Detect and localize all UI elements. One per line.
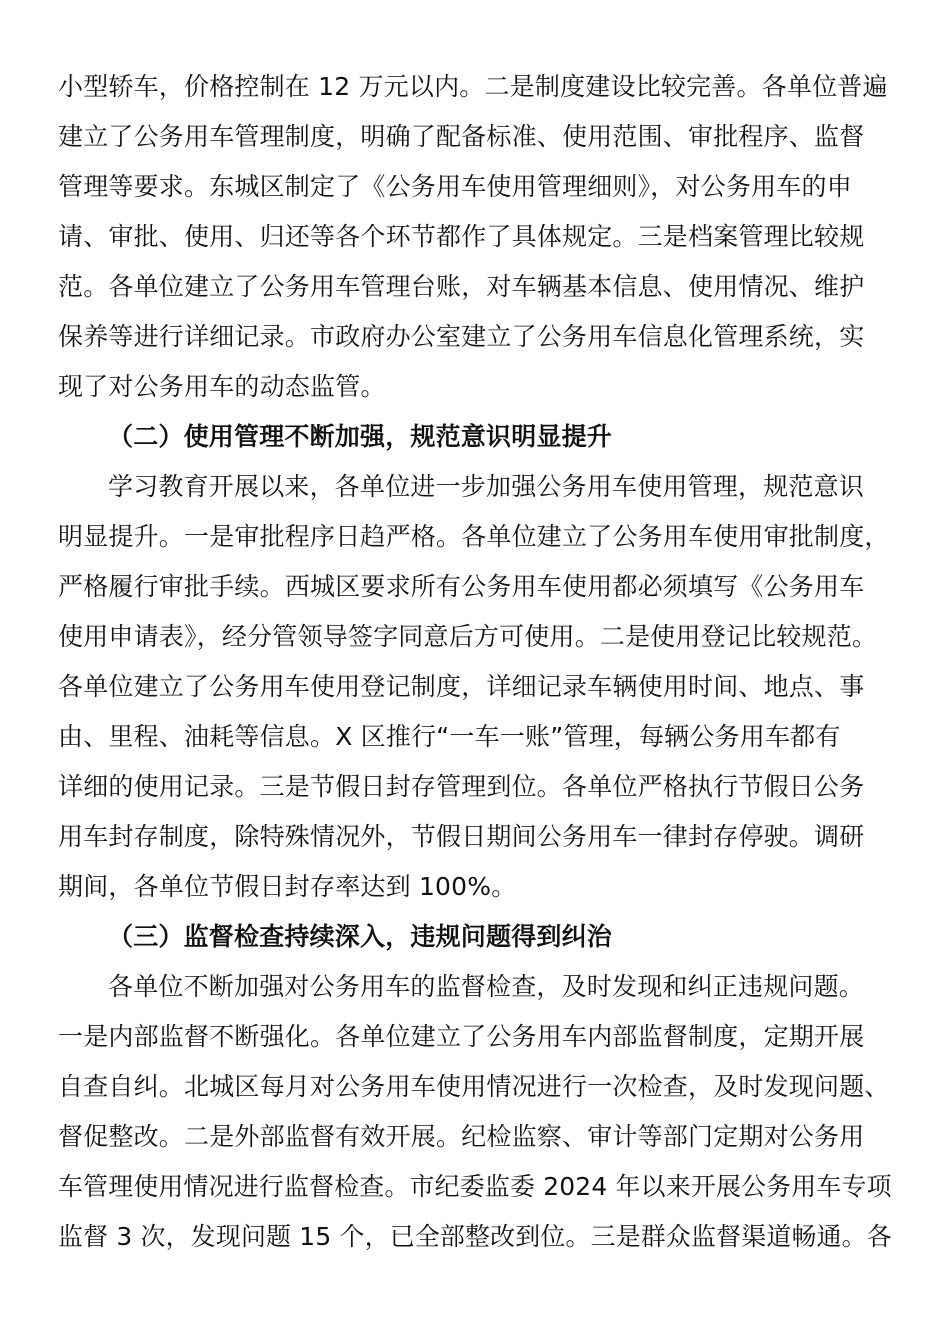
text-line: 期间，各单位节假日封存率达到 100%。 xyxy=(58,872,517,901)
text-line: 管理等要求。东城区制定了《公务用车使用管理细则》，对公务用车的申 xyxy=(58,172,852,201)
section-heading: （三）监督检查持续深入，违规问题得到纠治 xyxy=(108,922,613,951)
text-line: 自查自纠。北城区每月对公务用车使用情况进行一次检查，及时发现问题、 xyxy=(58,1072,890,1101)
text-line: 严格履行审批手续。西城区要求所有公务用车使用都必须填写《公务用车 xyxy=(58,572,865,601)
text-line: 小型轿车，价格控制在 12 万元以内。二是制度建设比较完善。各单位普遍 xyxy=(58,72,888,101)
text-line: 车管理使用情况进行监督检查。市纪委监委 2024 年以来开展公务用车专项 xyxy=(58,1172,892,1201)
text-line: 一是内部监督不断强化。各单位建立了公务用车内部监督制度，定期开展 xyxy=(58,1022,865,1051)
text-line: 请、审批、使用、归还等各个环节都作了具体规定。三是档案管理比较规 xyxy=(58,222,865,251)
text-line: 督促整改。二是外部监督有效开展。纪检监察、审计等部门定期对公务用 xyxy=(58,1122,865,1151)
text-line: 使用申请表》，经分管领导签字同意后方可使用。二是使用登记比较规范。 xyxy=(58,622,878,651)
text-line: 由、里程、油耗等信息。X 区推行“一车一账”管理，每辆公务用车都有 xyxy=(58,722,841,751)
text-line: 用车封存制度，除特殊情况外，节假日期间公务用车一律封存停驶。调研 xyxy=(58,822,865,851)
text-line: 建立了公务用车管理制度，明确了配备标准、使用范围、审批程序、监督 xyxy=(58,122,865,151)
text-line: 学习教育开展以来，各单位进一步加强公务用车使用管理，规范意识 xyxy=(108,472,865,501)
text-line: 各单位建立了公务用车使用登记制度，详细记录车辆使用时间、地点、事 xyxy=(58,672,865,701)
text-line: 保养等进行详细记录。市政府办公室建立了公务用车信息化管理系统，实 xyxy=(58,322,865,351)
text-line: 明显提升。一是审批程序日趋严格。各单位建立了公务用车使用审批制度， xyxy=(58,522,890,551)
text-line: 各单位不断加强对公务用车的监督检查，及时发现和纠正违规问题。 xyxy=(108,972,865,1001)
text-line: 详细的使用记录。三是节假日封存管理到位。各单位严格执行节假日公务 xyxy=(58,772,865,801)
text-line: 现了对公务用车的动态监管。 xyxy=(58,372,386,401)
text-line: 监督 3 次，发现问题 15 个，已全部整改到位。三是群众监督渠道畅通。各 xyxy=(58,1222,892,1251)
section-heading: （二）使用管理不断加强，规范意识明显提升 xyxy=(108,422,613,451)
text-line: 范。各单位建立了公务用车管理台账，对车辆基本信息、使用情况、维护 xyxy=(58,272,865,301)
